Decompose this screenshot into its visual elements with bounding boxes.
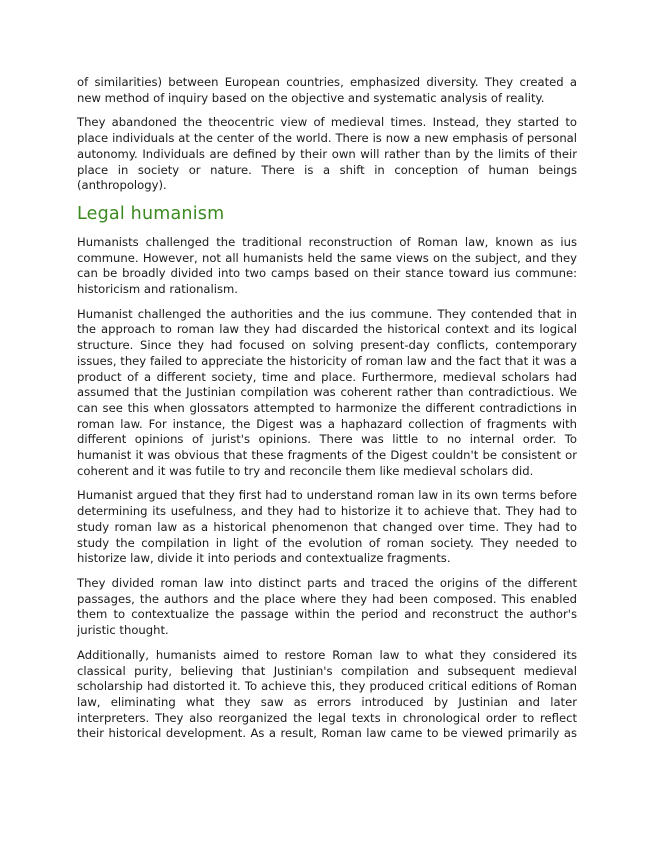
paragraph-legal-humanism-1: Humanists challenged the traditional reconstruction of Roman law, known as ius commune. However, not all humanists held the same views on the subject, and they can be broadly divided into two camps based on their stance toward ius commune: historicism and rationalism. — [77, 234, 577, 297]
paragraph-intro-1: of similarities) between European countries, emphasized diversity. They created a new method of inquiry based on the objective and systematic analysis of reality. — [77, 75, 577, 105]
paragraph-legal-humanism-3: Humanist argued that they first had to understand roman law in its own terms before determining its usefulness, and they had to historize it to achieve that. They had to study roman law as a historical phenomenon that changed over time. They had to study the compilation in light of the evolution of roman society. They needed to historize law, divide it into periods and contextualize fragments. — [77, 488, 577, 566]
paragraph-legal-humanism-4: They divided roman law into distinct parts and traced the origins of the different passages, the authors and the place where they had been composed. This enabled them to contextualize the passage within the period and reconstruct the author's juristic thought. — [77, 575, 577, 638]
paragraph-legal-humanism-5: Additionally, humanists aimed to restore Roman law to what they considered its classical purity, believing that Justinian's compilation and subsequent medieval scholarship had distorted it. To achieve this, they produced critical editions of Roman law, eliminating what they saw as errors introduced by Justinian and later interpreters. They also reorganized the legal texts in chronological order to reflect their historical development. As a result, Roman law came to be viewed primarily as — [77, 647, 577, 741]
paragraph-intro-2: They abandoned the theocentric view of medieval times. Instead, they started to place individuals at the center of the world. There is now a new emphasis of personal autonomy. Individuals are defined by their own will rather than by the limits of their place in society or nature. There is a shift in conception of human beings (anthropology). — [77, 115, 577, 193]
document-page — [77, 75, 577, 751]
section-heading-legal-humanism: Legal humanism — [77, 203, 225, 224]
paragraph-legal-humanism-2: Humanist challenged the authorities and the ius commune. They contended that in the approach to roman law they had discarded the historical context and its logical structure. Since they had focused on solving present-day conflicts, contemporary issues, they failed to appreciate the historicity of roman law and the fact that it was a product of a different society, time and place. Furthermore, medieval scholars had assumed that the Justinian compilation was coherent rather than contradictious. We can see this when glossators attempted to harmonize the different contradictions in roman law. For instance, the Digest was a haphazard collection of fragments with different opinions of jurist's opinions. There was little to no internal order. To humanist it was obvious that these fragments of the Digest couldn't be consistent or coherent and it was futile to try and reconcile them like medieval scholars did. — [77, 306, 577, 478]
